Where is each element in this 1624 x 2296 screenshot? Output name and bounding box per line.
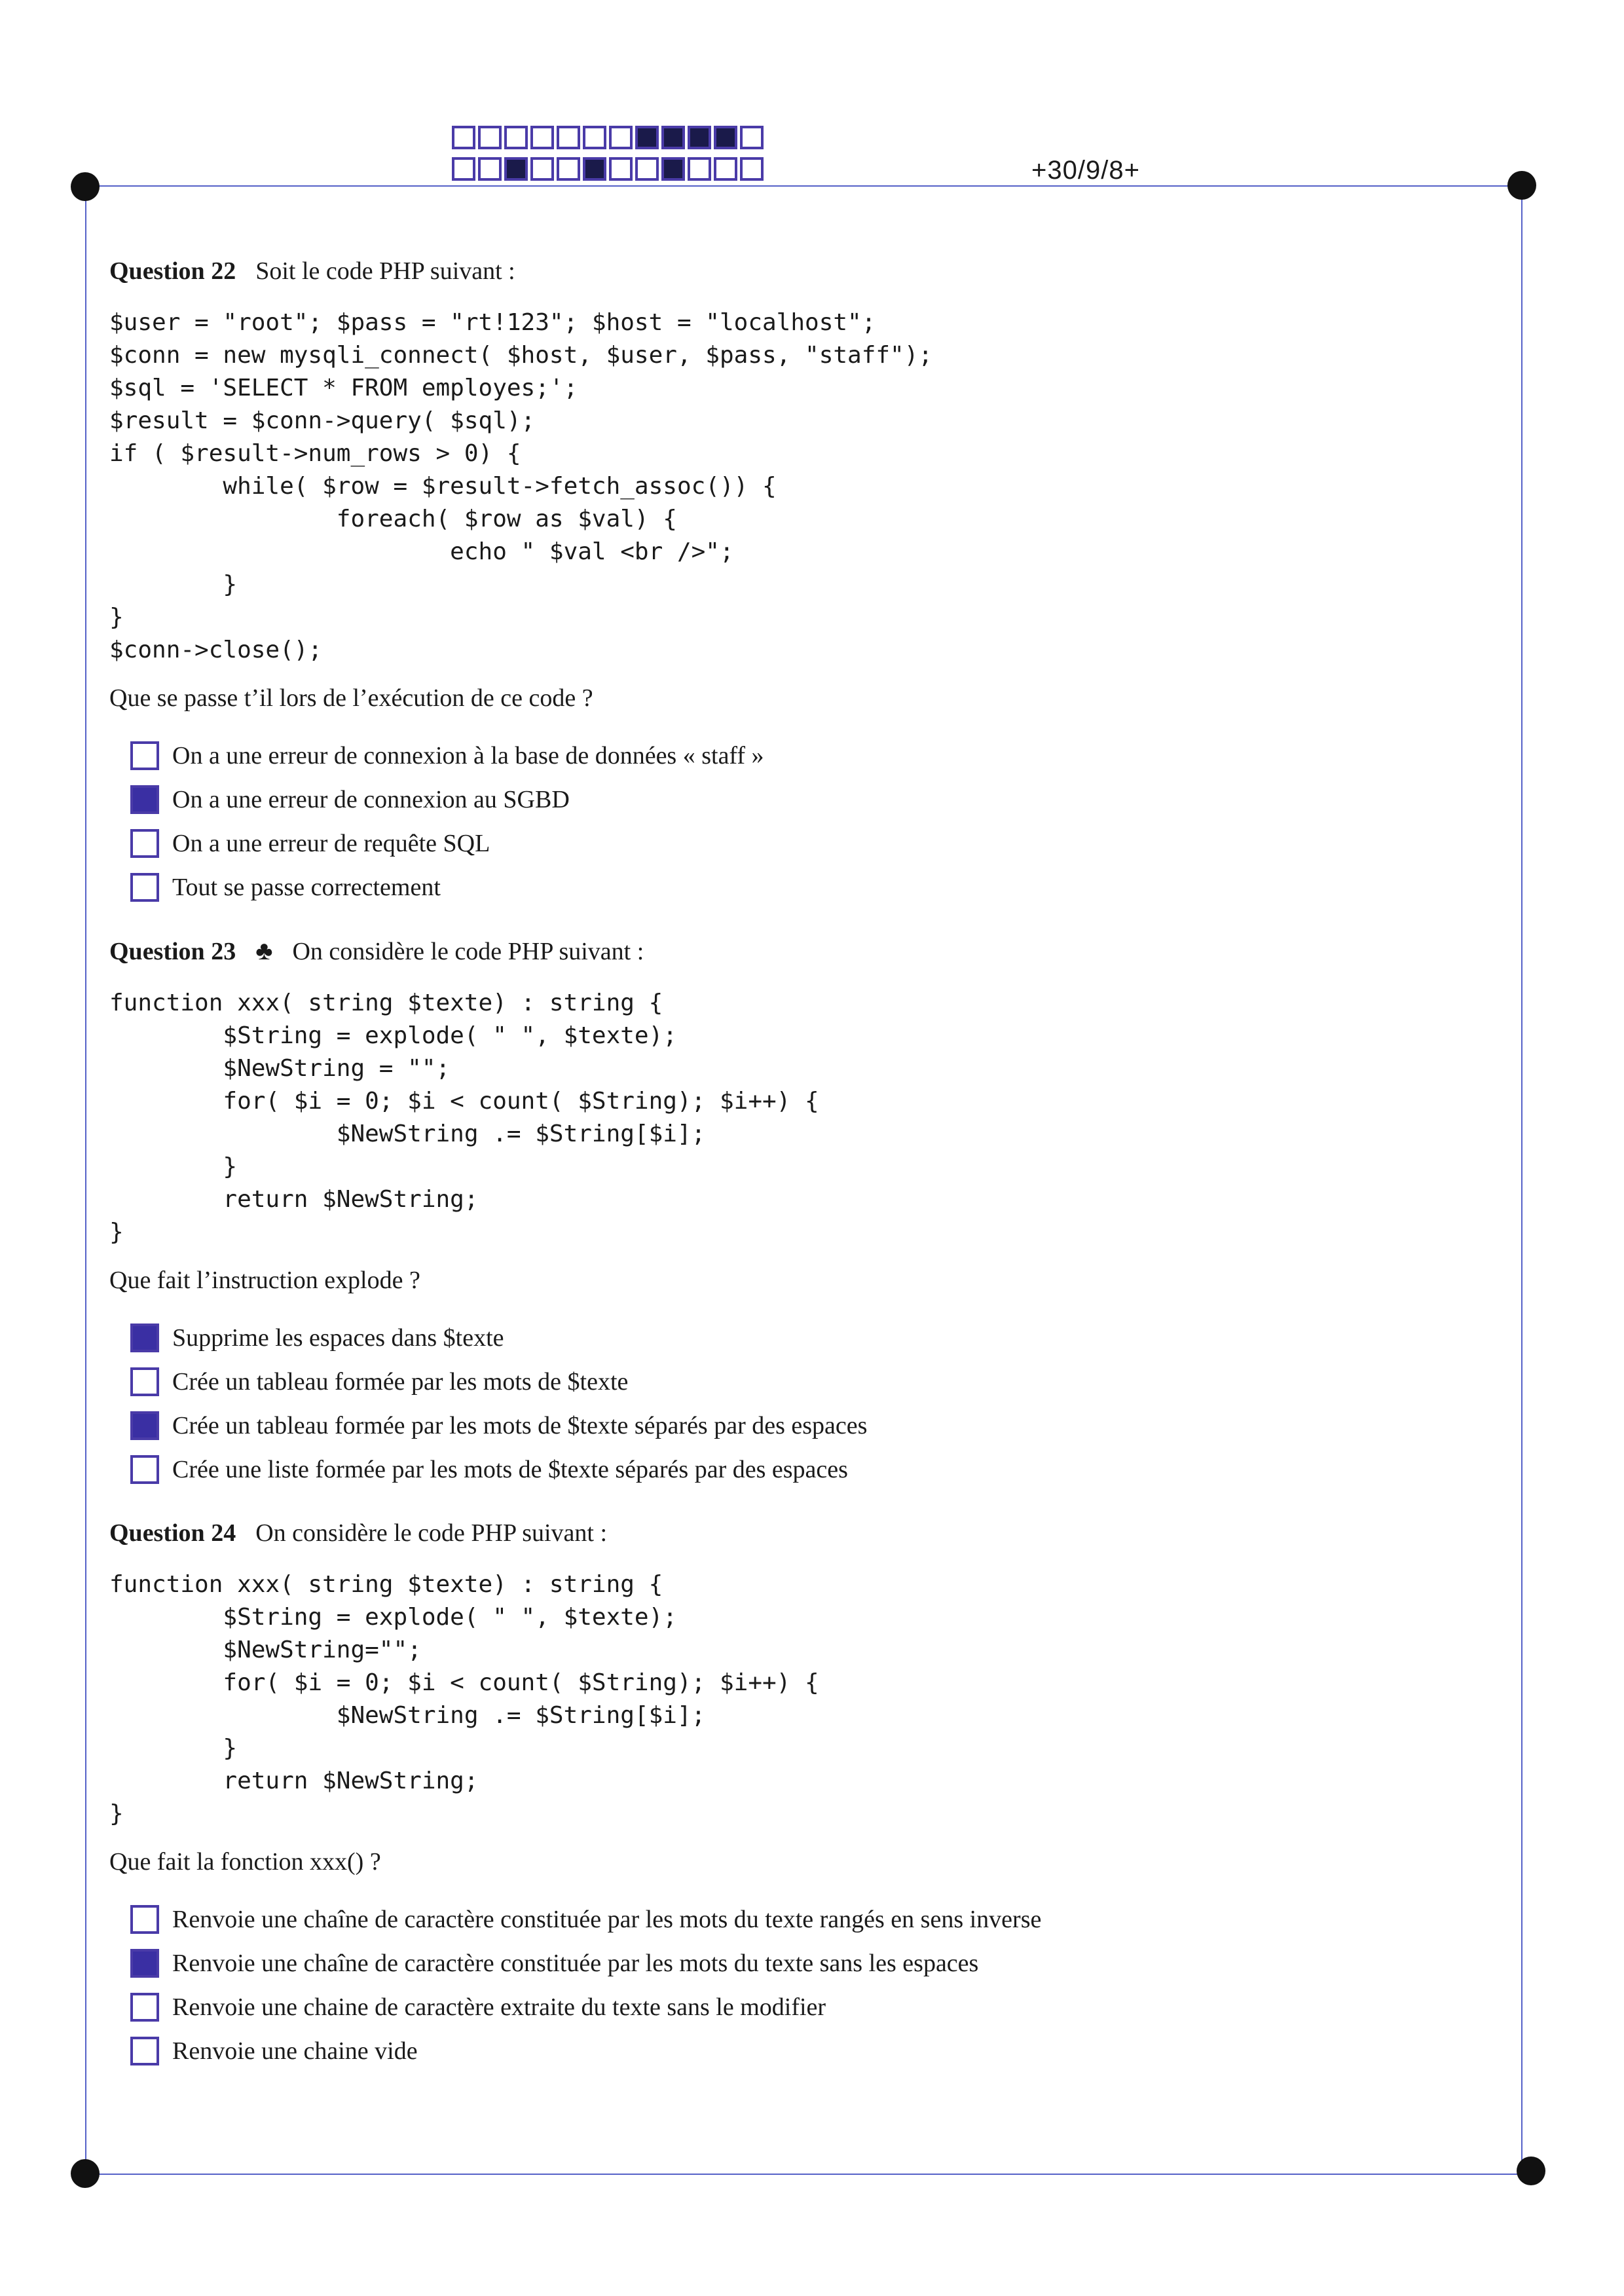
question-block [109, 255, 1485, 935]
id-box [478, 157, 502, 181]
answer-label: Renvoie une chaîne de caractère constituée par les mots du texte rangés en sens inverse [172, 1905, 1042, 1933]
answer-option[interactable] [130, 733, 1485, 777]
id-box [452, 126, 475, 149]
code-block: $user = "root"; $pass = "rt!123"; $host = "localhost"; $conn = new mysqli_connect( $host, $user, $pass, "staff"); $sql = 'SELECT * FROM employes;'; $result = $conn->query( $sql); if ( $result->num_rows > 0) { while( $row = $result->fetch_assoc()) { foreach( $row as $val) { echo " $val <br />"; } } $conn->close(); [109, 309, 933, 663]
frame-left [85, 185, 86, 2175]
id-box [661, 157, 685, 181]
checkbox-unchecked[interactable] [130, 1905, 159, 1934]
id-box [635, 126, 659, 149]
question-spacer [109, 1491, 1485, 1517]
code-block: function xxx( string $texte) : string { $String = explode( " ", $texte); $NewString=""; for( $i = 0; $i < count( $String); $i++) { $NewString .= $String[$i]; } return $NewString; } [109, 1571, 819, 1827]
answer-option[interactable] [130, 1403, 1485, 1447]
question-number: Question 22 [109, 257, 236, 285]
id-box [740, 157, 764, 181]
id-box [504, 157, 528, 181]
answer-option[interactable] [130, 1941, 1485, 1985]
id-box [609, 126, 633, 149]
answer-label: Tout se passe correctement [172, 873, 441, 901]
id-box [530, 126, 554, 149]
answer-option[interactable] [130, 777, 1485, 821]
id-box [504, 126, 528, 149]
question-block [109, 1517, 1485, 2099]
question-intro: On considère le code PHP suivant : [292, 938, 644, 965]
answer-label: On a une erreur de connexion au SGBD [172, 785, 570, 813]
answer-option[interactable] [130, 1985, 1485, 2029]
answer-option[interactable] [130, 1897, 1485, 1941]
id-box [688, 126, 711, 149]
checkbox-unchecked[interactable] [130, 1367, 159, 1396]
id-box [688, 157, 711, 181]
answer-label: Renvoie une chaîne de caractère constituée par les mots du texte sans les espaces [172, 1949, 979, 1977]
corner-mark-top-right [1507, 171, 1536, 200]
checkbox-unchecked[interactable] [130, 873, 159, 902]
id-box-row-2 [452, 157, 764, 181]
id-box [635, 157, 659, 181]
checkbox-unchecked[interactable] [130, 2037, 159, 2065]
answer-label: Crée un tableau formée par les mots de $texte [172, 1367, 629, 1396]
question-number: Question 24 [109, 1519, 236, 1547]
question-header [109, 935, 1485, 967]
id-box [530, 157, 554, 181]
checkbox-checked[interactable] [130, 1949, 159, 1978]
answer-label: Crée une liste formée par les mots de $texte séparés par des espaces [172, 1455, 848, 1483]
id-box [557, 157, 580, 181]
question-prompt: Que se passe t’il lors de l’exécution de ce code ? [109, 684, 593, 712]
club-icon: ♣ [255, 936, 273, 965]
corner-mark-bottom-left [71, 2159, 100, 2188]
frame-top [85, 185, 1522, 187]
frame-bottom [85, 2174, 1532, 2175]
answer-label: Supprime les espaces dans $texte [172, 1324, 504, 1352]
answer-option[interactable] [130, 1360, 1485, 1403]
answer-label: On a une erreur de connexion à la base de données « staff » [172, 741, 764, 769]
corner-mark-bottom-right [1517, 2157, 1545, 2185]
checkbox-checked[interactable] [130, 1324, 159, 1352]
corner-mark-top-left [71, 172, 100, 201]
checkbox-unchecked[interactable] [130, 1455, 159, 1484]
question-block [109, 935, 1485, 1517]
answer-option[interactable] [130, 1316, 1485, 1360]
question-header [109, 1517, 1485, 1549]
answer-label: Renvoie une chaine de caractère extraite du texte sans le modifier [172, 1993, 826, 2021]
id-box [478, 126, 502, 149]
question-spacer [109, 909, 1485, 935]
id-box [609, 157, 633, 181]
question-header [109, 255, 1485, 287]
answer-option[interactable] [130, 865, 1485, 909]
id-box [740, 126, 764, 149]
question-list [109, 255, 1485, 2099]
question-spacer [109, 2073, 1485, 2099]
question-number: Question 23 [109, 938, 236, 965]
frame-right [1521, 185, 1522, 2175]
answer-option[interactable] [130, 2029, 1485, 2073]
question-prompt: Que fait la fonction xxx() ? [109, 1848, 381, 1876]
answer-option[interactable] [130, 821, 1485, 865]
id-box-row-1 [452, 126, 764, 149]
id-box [714, 157, 737, 181]
answer-option[interactable] [130, 1447, 1485, 1491]
id-box [661, 126, 685, 149]
checkbox-unchecked[interactable] [130, 741, 159, 770]
checkbox-checked[interactable] [130, 785, 159, 814]
code-block: function xxx( string $texte) : string { $String = explode( " ", $texte); $NewString = ""; for( $i = 0; $i < count( $String); $i++) { $NewString .= $String[$i]; } return $NewString; } [109, 990, 819, 1246]
checkbox-unchecked[interactable] [130, 829, 159, 858]
id-box [714, 126, 737, 149]
checkbox-checked[interactable] [130, 1411, 159, 1440]
answer-label: Crée un tableau formée par les mots de $texte séparés par des espaces [172, 1411, 868, 1439]
page-id: +30/9/8+ [1031, 156, 1140, 185]
id-box [452, 157, 475, 181]
question-intro: On considère le code PHP suivant : [255, 1519, 608, 1547]
id-box [583, 157, 606, 181]
question-intro: Soit le code PHP suivant : [255, 257, 515, 285]
question-prompt: Que fait l’instruction explode ? [109, 1267, 420, 1294]
answer-label: Renvoie une chaine vide [172, 2037, 418, 2065]
checkbox-unchecked[interactable] [130, 1993, 159, 2022]
answer-label: On a une erreur de requête SQL [172, 829, 490, 857]
id-box [557, 126, 580, 149]
id-box [583, 126, 606, 149]
